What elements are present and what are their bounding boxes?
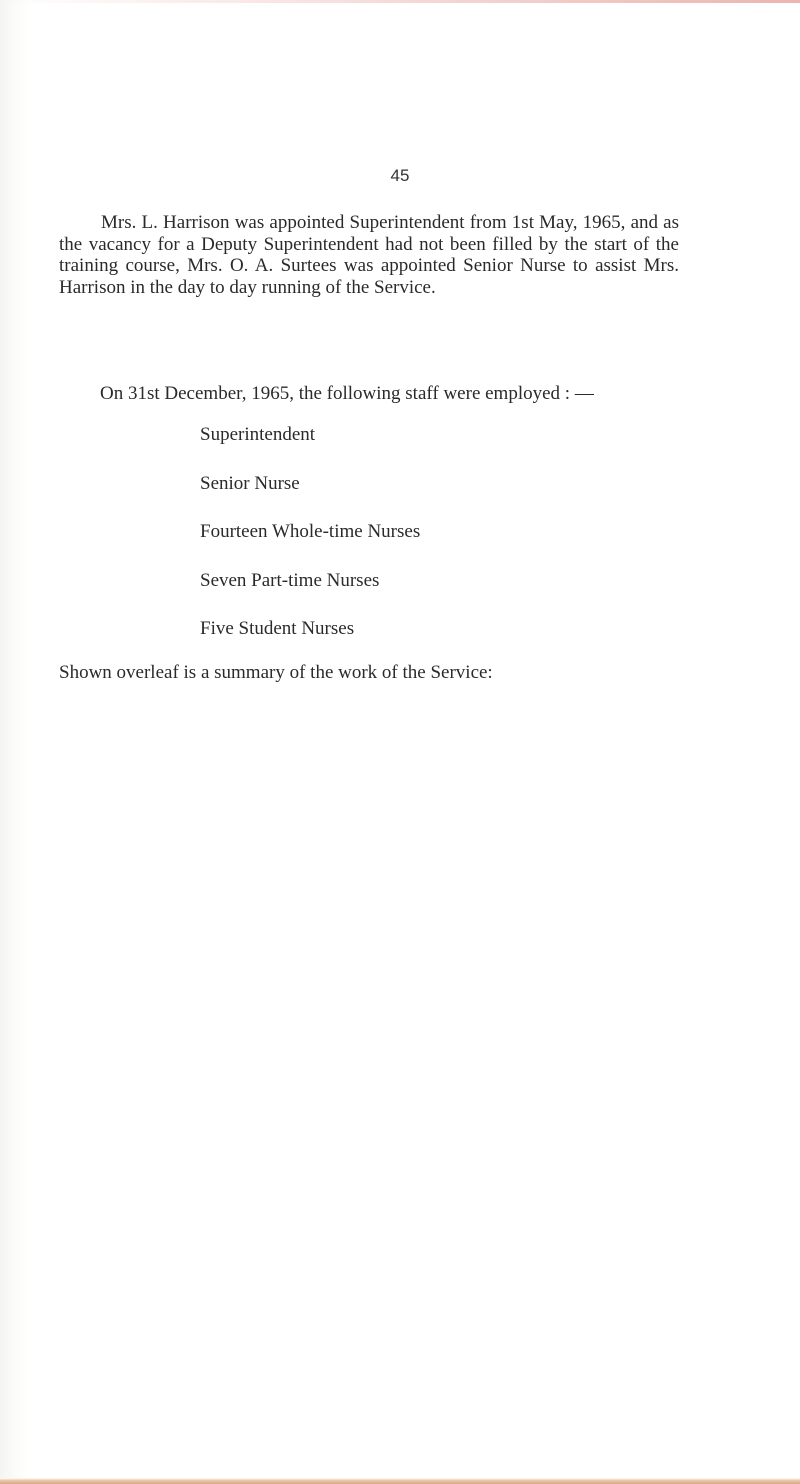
- staff-intro-paragraph: On 31st December, 1965, the following staff were employed : —: [100, 383, 594, 404]
- appointment-paragraph: Mrs. L. Harrison was appointed Superintendent from 1st May, 1965, and as the vacancy for a Deputy Superintendent had not been filled by the start of the training course, Mrs. O. A. Surtees was appointed Senior Nurse to assist Mrs. Harrison in the day to day running of the Service.: [59, 212, 679, 298]
- page-bottom-edge: [0, 1478, 800, 1484]
- summary-note-paragraph: Shown overleaf is a summary of the work of the Service:: [59, 662, 493, 683]
- staff-list-item: Seven Part-time Nurses: [200, 569, 380, 591]
- page-number: 45: [390, 166, 410, 185]
- page-top-edge: [0, 0, 800, 3]
- staff-list: [200, 424, 420, 667]
- staff-list-item: Five Student Nurses: [200, 618, 355, 640]
- staff-list-item: Senior Nurse: [200, 472, 300, 494]
- staff-list-item: Fourteen Whole-time Nurses: [200, 521, 421, 543]
- staff-list-item: Superintendent: [200, 424, 316, 445]
